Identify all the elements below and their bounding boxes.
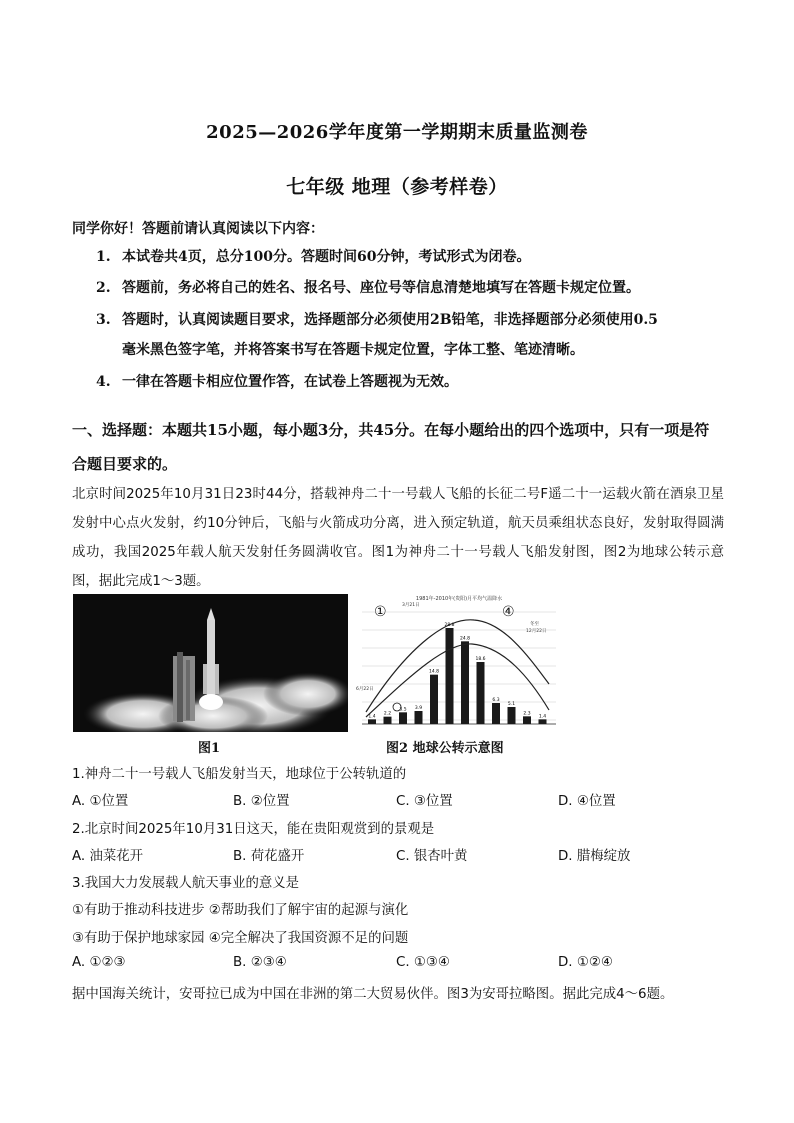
chart-bar-label: 6.3: [492, 698, 500, 703]
exam-title: 2025—2026学年度第一学期期末质量监测卷: [206, 122, 588, 143]
question-1-option-a[interactable]: A. ①位置: [72, 794, 129, 809]
question-1-option-d[interactable]: D. ④位置: [558, 794, 616, 809]
instruction-number: 3.: [96, 312, 111, 328]
earth-revolution-figure: [354, 592, 564, 732]
position-marker-4: ④: [502, 604, 515, 620]
instruction-item: [96, 305, 736, 365]
instructions-intro: 同学你好！答题前请认真阅读以下内容：: [72, 221, 324, 237]
chart-bar-label: 1.4: [368, 714, 376, 720]
reading-passage: 北京时间2025年10月31日23时44分，搭载神舟二十一号载人飞船的长征二号F遥二十一运载火箭在酒泉卫星发射中心点火发射，约10分钟后，飞船与火箭成功分离，进入预定轨道，航天员乘组状态良好，发射取得圆满成功，我国2025年载人航天发射任务圆满收官。图1为神舟二十一号载人飞船发射图，图2为地球公转示意图，据此完成1～3题。: [72, 487, 724, 589]
instruction-item: [96, 367, 736, 397]
position-marker-1: ①: [374, 604, 387, 620]
instruction-item: [96, 273, 736, 303]
climate-chart-image: [354, 592, 564, 732]
question-1-option-c[interactable]: C. ③位置: [396, 794, 453, 809]
fig2-header-text: 1981年-2010年(贵阳)月平均气温降水: [415, 596, 503, 602]
instruction-number: 1.: [96, 249, 111, 265]
chart-bar-label: 2.3: [523, 711, 531, 717]
figure-1-caption: 图1: [198, 741, 221, 756]
chart-bar: [539, 719, 547, 724]
chart-bar-label: 24.8: [459, 636, 471, 642]
question-3-option-a[interactable]: A. ①②③: [72, 955, 126, 970]
rocket-launch-photo: [73, 594, 348, 732]
instruction-text: 本试卷共4页，总分100分。答题时间60分钟，考试形式为闭卷。: [122, 249, 531, 265]
chart-bar: [461, 641, 469, 724]
chart-bar-label: 14.8: [428, 669, 440, 675]
instruction-text: 答题前，务必将自己的姓名、报名号、座位号等信息清楚地填写在答题卡规定位置。: [122, 280, 640, 296]
figure-2-caption: 图2 地球公转示意图: [386, 741, 504, 756]
chart-bar-label: 18.6: [475, 657, 486, 662]
question-3-option-c[interactable]: C. ①③④: [396, 955, 450, 970]
chart-bar: [384, 717, 392, 724]
question-3-statements-line-2: ③有助于保护地球家园 ④完全解决了我国资源不足的问题: [72, 931, 409, 946]
rocket-launch-illustration: [73, 594, 348, 732]
fig2-side-label-2: 冬至: [530, 622, 539, 627]
question-3-option-b[interactable]: B. ②③④: [233, 955, 287, 970]
chart-bar-label: 3.5: [399, 707, 407, 713]
chart-bar-label: 1.4: [538, 714, 547, 720]
chart-bar-label: 28.8: [444, 623, 455, 628]
instruction-text: 一律在答题卡相应位置作答，在试卷上答题视为无效。: [122, 374, 458, 390]
exam-subtitle: 七年级 地理（参考样卷）: [286, 176, 508, 198]
chart-bar: [399, 712, 407, 724]
fig2-side-label: 6月22日: [356, 687, 374, 692]
instruction-number: 2.: [96, 280, 111, 296]
chart-bar: [523, 716, 531, 724]
chart-bar-label: 3.9: [414, 706, 423, 711]
chart-bars: [368, 622, 547, 724]
section-heading: 一、选择题：本题共15小题，每小题3分，共45分。在每小题给出的四个选项中，只有一项是符合题目要求的。: [72, 421, 710, 473]
question-1-option-b[interactable]: B. ②位置: [233, 794, 290, 809]
question-2-option-b[interactable]: B. 荷花盛开: [233, 849, 305, 864]
chart-bar-label: 5.1: [507, 702, 516, 707]
chart-bar: [368, 719, 376, 724]
question-2-stem: 2.北京时间2025年10月31日这天，能在贵阳观赏到的景观是: [72, 822, 435, 837]
question-3-statements-line-1: ①有助于推动科技进步 ②帮助我们了解宇宙的起源与演化: [72, 903, 409, 918]
question-2-option-d[interactable]: D. 腊梅绽放: [558, 849, 631, 864]
question-1-stem: 1.神舟二十一号载人飞船发射当天，地球位于公转轨道的: [72, 767, 407, 782]
chart-bar: [477, 662, 485, 724]
chart-bar: [430, 675, 438, 724]
chart-bar: [415, 711, 423, 724]
instruction-text-continued: 毫米黑色签字笔，并将答案书写在答题卡规定位置，字体工整、笔迹清晰。: [122, 342, 584, 358]
next-passage: 据中国海关统计，安哥拉已成为中国在非洲的第二大贸易伙伴。图3为安哥拉略图。据此完成4～6题。: [72, 987, 674, 1002]
chart-bar-label: 2.2: [383, 711, 392, 717]
question-3-option-d[interactable]: D. ①②④: [558, 955, 613, 970]
instruction-item: [96, 242, 736, 272]
chart-bar: [492, 703, 500, 724]
fig2-right-note: 12月22日: [526, 629, 547, 634]
question-2-option-a[interactable]: A. 油菜花开: [72, 849, 143, 864]
fig2-left-note: 3月21日: [402, 603, 420, 608]
chart-bar: [508, 707, 516, 724]
chart-bar: [446, 628, 454, 724]
question-2-option-c[interactable]: C. 银杏叶黄: [396, 849, 468, 864]
question-3-stem: 3.我国大力发展载人航天事业的意义是: [72, 876, 300, 891]
instruction-text: 答题时，认真阅读题目要求，选择题部分必须使用2B铅笔，非选择题部分必须使用0.5: [122, 312, 658, 328]
instruction-number: 4.: [96, 374, 111, 390]
